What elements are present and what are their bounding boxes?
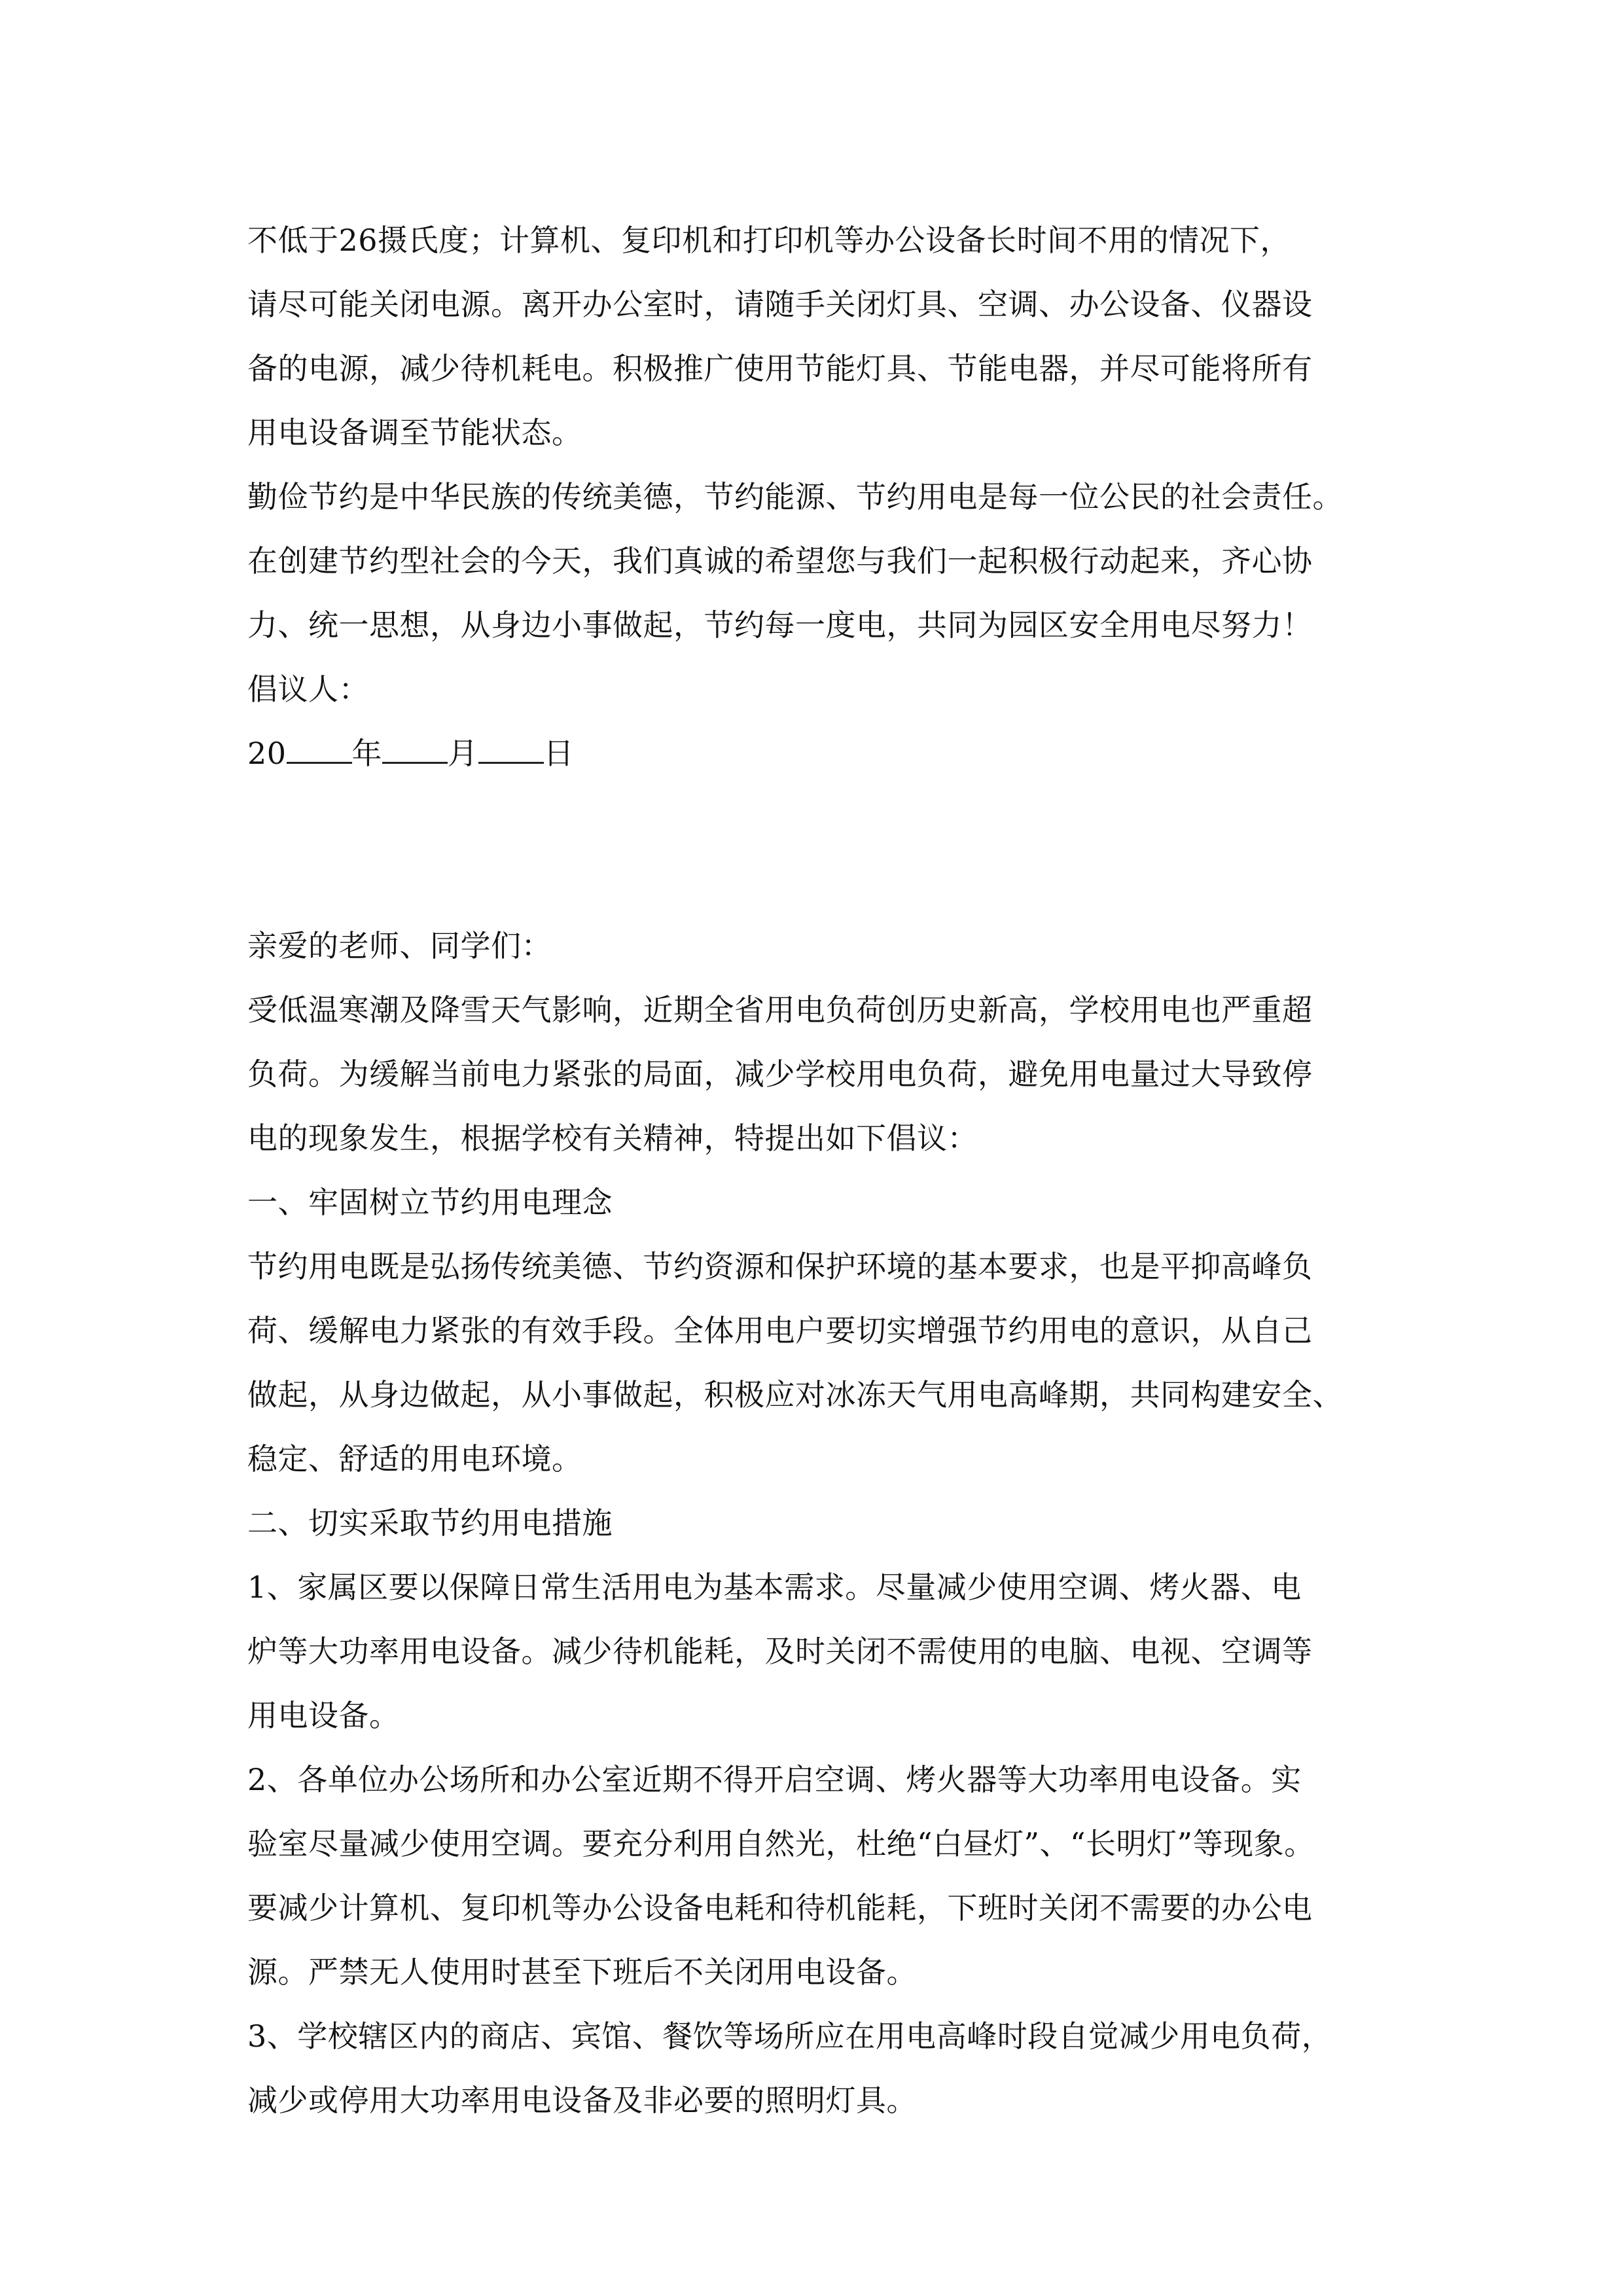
date-month-suffix: 月: [448, 736, 478, 771]
date-year-suffix: 年: [351, 736, 383, 771]
paragraph-line: 力、统一思想，从身边小事做起，节约每一度电，共同为园区安全用电尽努力！: [247, 607, 1313, 643]
section-2: [247, 914, 1399, 2132]
paragraph-line: 验室尽量减少使用空调。要充分利用自然光，杜绝“白昼灯”、“长明灯”等现象。: [247, 1826, 1315, 1861]
paragraph-line: 备的电源，减少待机耗电。积极推广使用节能灯具、节能电器，并尽可能将所有: [247, 351, 1313, 386]
salutation: 亲爱的老师、同学们：: [247, 928, 552, 963]
paragraph-line: 负荷。为缓解当前电力紧张的局面，减少学校用电负荷，避免用电量过大导致停: [247, 1056, 1313, 1092]
paragraph-line: 请尽可能关闭电源。离开办公室时，请随手关闭灯具、空调、办公设备、仪器设: [247, 287, 1313, 322]
paragraph-line: 在创建节约型社会的今天，我们真诚的希望您与我们一起积极行动起来，齐心协: [247, 543, 1313, 579]
section-1: [247, 208, 1399, 785]
section-divider-space: [247, 785, 1399, 914]
paragraph-line: 勤俭节约是中华民族的传统美德，节约能源、节约用电是每一位公民的社会责任。: [247, 479, 1343, 514]
paragraph-line: 炉等大功率用电设备。减少待机能耗，及时关闭不需使用的电脑、电视、空调等: [247, 1634, 1313, 1669]
paragraph-line: 节约用电既是弘扬传统美德、节约资源和保护环境的基本要求，也是平抑高峰负: [247, 1249, 1313, 1284]
section-heading: 二、切实采取节约用电措施: [247, 1505, 613, 1541]
month-blank: [382, 736, 448, 764]
signer-label: 倡议人：: [247, 672, 369, 707]
paragraph-line: 电的现象发生，根据学校有关精神，特提出如下倡议：: [247, 1121, 978, 1156]
section-heading: 一、牢固树立节约用电理念: [247, 1185, 613, 1220]
paragraph-line: 用电设备。: [247, 1698, 400, 1733]
paragraph-line: 稳定、舒适的用电环境。: [247, 1441, 582, 1477]
paragraph-line: 源。严禁无人使用时甚至下班后不关闭用电设备。: [247, 1954, 917, 1990]
paragraph-line: 减少或停用大功率用电设备及非必要的照明灯具。: [247, 2083, 917, 2118]
paragraph-line: 受低温寒潮及降雪天气影响，近期全省用电负荷创历史新高，学校用电也严重超: [247, 992, 1313, 1028]
date-year-prefix: 20: [247, 736, 287, 771]
paragraph-line: 荷、缓解电力紧张的有效手段。全体用电户要切实增强节约用电的意识，从自己: [247, 1313, 1313, 1348]
paragraph-line: 3、学校辖区内的商店、宾馆、餐饮等场所应在用电高峰时段自觉减少用电负荷，: [247, 2018, 1332, 2054]
paragraph-line: 2、各单位办公场所和办公室近期不得开启空调、烤火器等大功率用电设备。实: [247, 1762, 1302, 1797]
paragraph-line: 1、家属区要以保障日常生活用电为基本需求。尽量减少使用空调、烤火器、电: [247, 1570, 1302, 1605]
paragraph-line: 不低于26摄氏度；计算机、复印机和打印机等办公设备长时间不用的情况下，: [247, 223, 1291, 258]
year-blank: [287, 736, 352, 764]
day-blank: [478, 736, 544, 764]
date-line: [247, 721, 1399, 785]
document-body: [247, 208, 1399, 2132]
paragraph-line: 用电设备调至节能状态。: [247, 415, 582, 450]
paragraph-line: 做起，从身边做起，从小事做起，积极应对冰冻天气用电高峰期，共同构建安全、: [247, 1377, 1343, 1412]
paragraph-line: 要减少计算机、复印机等办公设备电耗和待机能耗，下班时关闭不需要的办公电: [247, 1890, 1313, 1926]
date-day-suffix: 日: [543, 736, 575, 771]
